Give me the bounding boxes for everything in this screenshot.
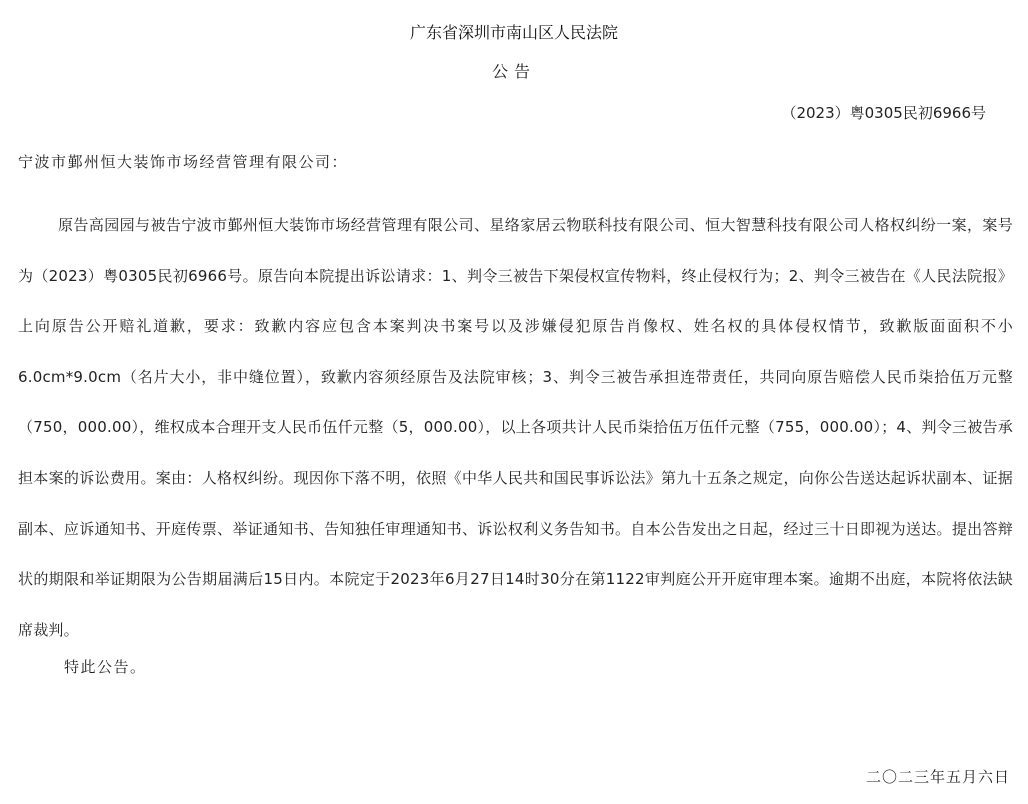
issue-date: 二〇二三年五月六日 — [865, 768, 1010, 786]
court-name: 广东省深圳市南山区人民法院 — [409, 23, 618, 42]
case-number: （2023）粤0305民初6966号 — [781, 104, 986, 122]
closing-line: 特此公告。 — [64, 658, 147, 676]
document-title: 公告 — [491, 62, 536, 81]
recipient-line: 宁波市鄞州恒大装饰市场经营管理有限公司： — [18, 153, 349, 171]
announcement-body: 原告高园园与被告宁波市鄞州恒大装饰市场经营管理有限公司、星络家居云物联科技有限公司、恒大智慧科技有限公司人格权纠纷一案，案号为（2023）粤0305民初6966号。原告向本院提出诉讼请求：1、判令三被告下架侵权宣传物料，终止侵权行为；2、判令三被告在《人民法院报》上向原告公开赔礼道歉，要求：致歉内容应包含本案判决书案号以及涉嫌侵犯原告肖像权、姓名权的具体侵权情节，致歉版面面积不小6.0cm*9.0cm（名片大小，非中缝位置），致歉内容须经原告及法院审核；3、判令三被告承担连带责任，共同向原告赔偿人民币柒拾伍万元整（750，000.00），维权成本合理开支人民币伍仟元整（5，000.00），以上各项共计人民币柒拾伍万伍仟元整（755，000.00）；4、判令三被告承担本案的诉讼费用。案由：人格权纠纷。现因你下落不明，依照《中华人民共和国民事诉讼法》第九十五条之规定，向你公告送达起诉状副本、证据副本、应诉通知书、开庭传票、举证通知书、告知独任审理通知书、诉讼权利义务告知书。自本公告发出之日起，经过三十日即视为送达。提出答辩状的期限和举证期限为公告期届满后15日内。本院定于2023年6月27日14时30分在第1122审判庭公开开庭审理本案。逾期不出庭，本院将依法缺席裁判。 — [18, 216, 1013, 639]
